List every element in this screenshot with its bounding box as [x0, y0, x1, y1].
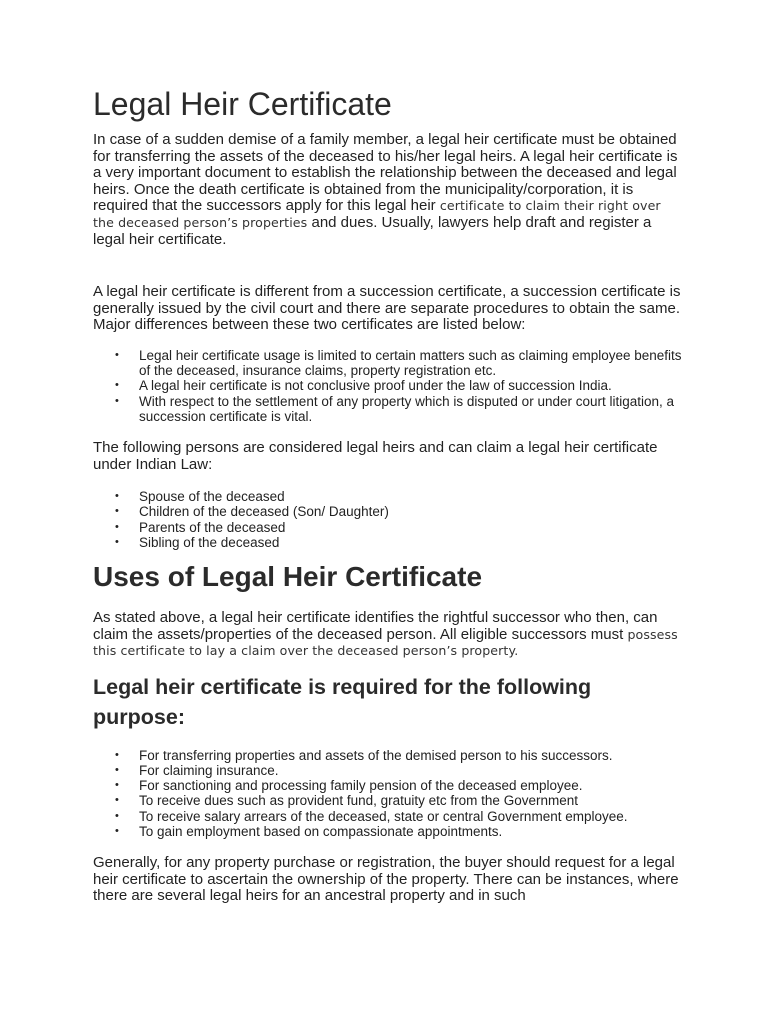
uses-heading: Uses of Legal Heir Certificate — [93, 560, 483, 592]
list-item: • Parents of the deceased — [93, 520, 683, 535]
page-title: Legal Heir Certificate — [93, 86, 392, 122]
intro-paragraph — [93, 132, 683, 248]
list-item: • Legal heir certificate usage is limited to certain matters such as claiming employee benefits of the deceased, insurance claims, property registration etc. — [93, 348, 683, 378]
list-item: • To receive dues such as provident fund, gratuity etc from the Government — [93, 793, 683, 808]
list-item: • With respect to the settlement of any property which is disputed or under court litigation, a succession certificate is vital. — [93, 394, 683, 424]
intro-text-alt: certificate to claim their right over the deceased person’s properties — [93, 198, 661, 230]
list-item: • To gain employment based on compassionate appointments. — [93, 824, 683, 839]
uses-paragraph — [93, 610, 683, 660]
uses-text-a: As stated above, a legal heir certificate identifies the rightful successor who then, can claim the assets/properties of the deceased person. All eligible successors must — [93, 608, 658, 643]
intro-text-a: In case of a sudden demise of a family member, a legal heir certificate must be obtained for transferring the assets of the deceased to his/her legal heirs. A legal heir certificate is a very important document to establish the relationship between the deceased and legal heirs. Once the death certificate is obtained from the municipality/corporation, it is required that the successors apply for this legal heir — [93, 131, 678, 215]
list-item: • For claiming insurance. — [93, 763, 683, 778]
list-item: • Spouse of the deceased — [93, 489, 683, 504]
purpose-heading: Legal heir certificate is required for the following purpose: — [93, 674, 592, 729]
list-item: • Children of the deceased (Son/ Daughter) — [93, 504, 683, 519]
purpose-list — [93, 748, 683, 839]
uses-text-alt: possess this certificate to lay a claim over the deceased person’s property. — [93, 626, 678, 659]
heirs-list — [93, 489, 683, 550]
list-item: • To receive salary arrears of the deceased, state or central Government employee. — [93, 809, 683, 824]
difference-paragraph: A legal heir certificate is different from a succession certificate, a succession certificate is generally issued by the civil court and there are separate procedures to obtain the same. Major differences between these two certificates are listed below: — [93, 283, 681, 334]
intro-text-b: and dues. Usually, lawyers help draft and register a legal heir certificate. — [93, 213, 652, 248]
list-item: • A legal heir certificate is not conclusive proof under the law of succession India. — [93, 378, 683, 393]
closing-paragraph: Generally, for any property purchase or registration, the buyer should request for a legal heir certificate to ascertain the ownership of the property. There can be instances, where there are several legal heirs for an ancestral property and in such — [93, 853, 679, 905]
list-item: • For sanctioning and processing family pension of the deceased employee. — [93, 778, 683, 793]
list-item: • Sibling of the deceased — [93, 535, 683, 550]
difference-list — [93, 348, 683, 424]
heirs-paragraph: The following persons are considered legal heirs and can claim a legal heir certificate under Indian Law: — [93, 438, 658, 473]
document-page — [93, 84, 683, 905]
list-item: • For transferring properties and assets of the demised person to his successors. — [93, 748, 683, 763]
